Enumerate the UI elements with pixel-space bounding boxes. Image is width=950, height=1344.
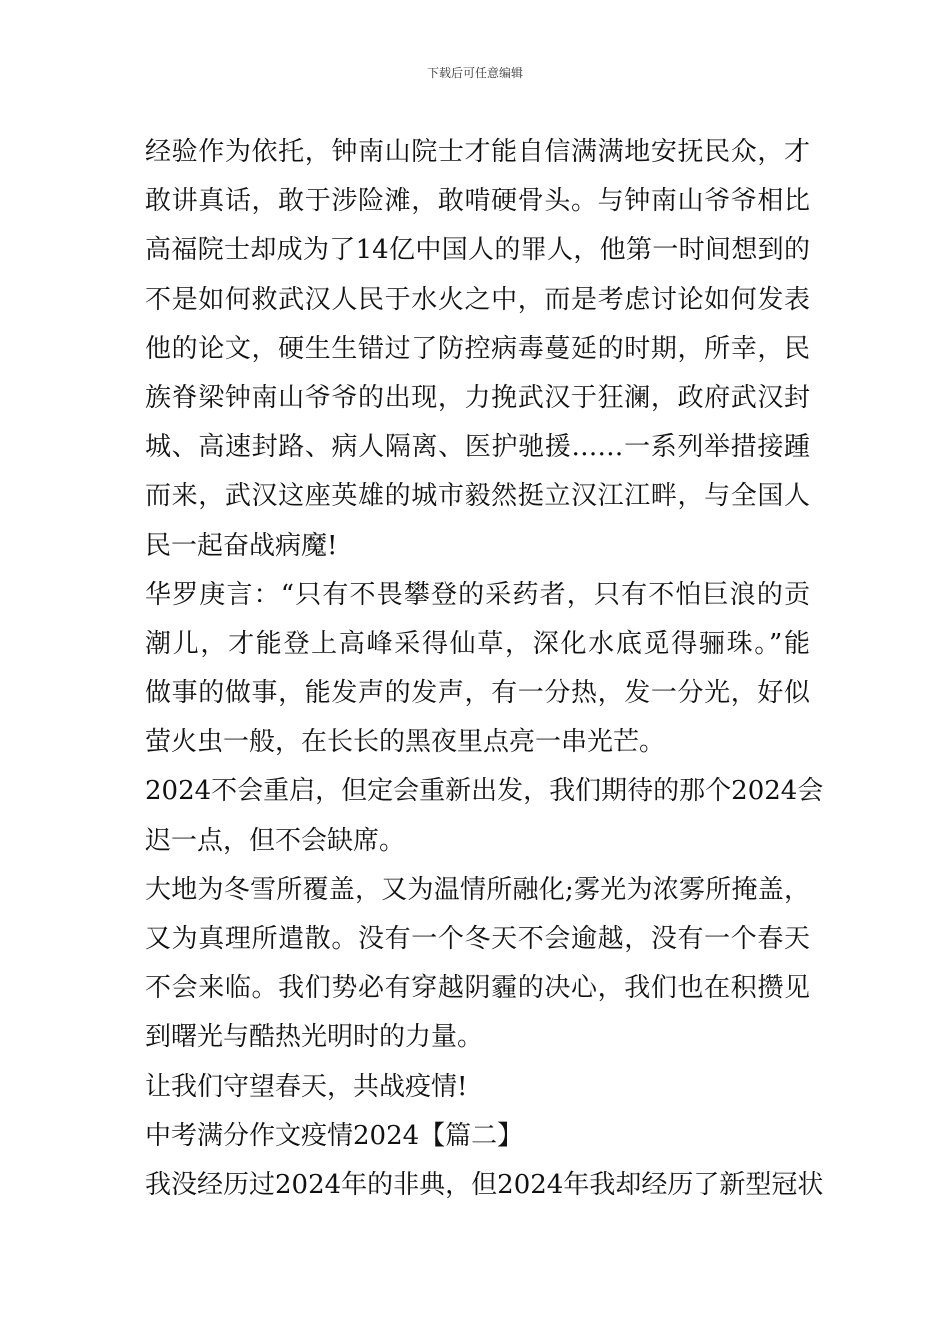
text-line: 2024不会重启，但定会重新出发，我们期待的那个2024会 <box>145 776 824 807</box>
text-line: 经验作为依托，钟南山院士才能自信满满地安抚民众，才 <box>145 137 810 167</box>
text-line: 大地为冬雪所覆盖，又为温情所融化;雾光为浓雾所掩盖， <box>145 874 810 905</box>
text-line: 不会来临。我们势必有穿越阴霾的决心，我们也在积攒见 <box>145 973 810 1004</box>
text-line: 又为真理所遣散。没有一个冬天不会逾越，没有一个春天 <box>145 924 810 954</box>
text-line: 他的论文，硬生生错过了防控病毒蔓延的时期，所幸，民 <box>145 333 810 364</box>
text-line: 不是如何救武汉人民于水火之中，而是考虑讨论如何发表 <box>145 284 810 315</box>
text-line: 潮儿，才能登上高峰采得仙草，深化水底觅得骊珠。”能 <box>145 628 810 659</box>
text-line: 族脊梁钟南山爷爷的出现，力挽武汉于狂澜，政府武汉封 <box>145 382 810 413</box>
text-line: 我没经历过2024年的非典，但2024年我却经历了新型冠状 <box>145 1169 824 1200</box>
text-line: 让我们守望春天，共战疫情! <box>145 1071 468 1102</box>
text-line: 中考满分作文疫情2024【篇二】 <box>145 1120 524 1151</box>
text-line: 民一起奋战病魔! <box>145 530 338 561</box>
text-line: 做事的做事，能发声的发声，有一分热，发一分光，好似 <box>145 678 810 709</box>
page-header: 下载后可任意编辑 <box>426 66 523 80</box>
text-line: 而来，武汉这座英雄的城市毅然挺立汉江江畔，与全国人 <box>145 481 810 512</box>
document-body <box>145 128 824 1210</box>
text-line: 到曙光与酷热光明时的力量。 <box>145 1022 484 1053</box>
text-line: 萤火虫一般，在长长的黑夜里点亮一串光芒。 <box>145 727 666 758</box>
text-line: 迟一点，但不会缺席。 <box>145 825 406 856</box>
text-line: 华罗庚言：“只有不畏攀登的采药者，只有不怕巨浪的贡 <box>145 579 810 610</box>
text-line: 高福院士却成为了14亿中国人的罪人，他第一时间想到的 <box>145 235 810 266</box>
text-line: 城、高速封路、病人隔离、医护驰援……一系列举措接踵 <box>145 432 810 463</box>
text-line: 敢讲真话，敢于涉险滩，敢啃硬骨头。与钟南山爷爷相比 <box>145 186 810 217</box>
